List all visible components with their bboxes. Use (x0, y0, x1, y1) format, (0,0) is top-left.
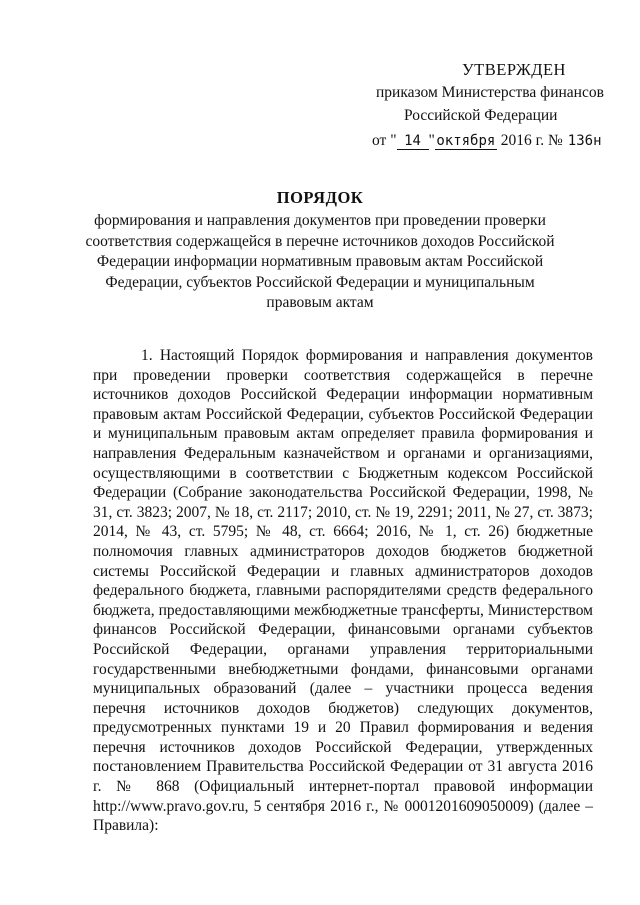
approval-date-row (372, 129, 603, 152)
order-number: 136н (567, 133, 602, 149)
date-prefix: от " (372, 132, 397, 149)
approval-block (372, 58, 612, 149)
date-year: 2016 г. № (500, 132, 563, 149)
approval-order-line: приказом Министерства финансов (376, 84, 604, 101)
paragraph-1: 1. Настоящий Порядок формирования и направления документов при проведении проверки соответствия содержащейся в перечне источников доходов Российской Федерации информации нормативным правовым актам Российской Федерации, субъектов Российской Федерации и муниципальным правовым актам определяет правила формирования и направления Федеральным казначейством и органами и организациями, осуществляющими в соответствии с Бюджетным кодексом Российской Федерации (Собрание законодательства Российской Федерации, 1998, № 31, ст. 3823; 2007, № 18, ст. 2117; 2010, ст. № 19, 2291; 2011, № 27, ст. 3873; 2014, № 43, ст. 5795; № 48, ст. 6664; 2016, № 1, ст. 26) бюджетные полномочия главных администраторов доходов бюджетов бюджетной системы Российской Федерации и главных администраторов доходов федерального бюджета, главными распорядителями средств федерального бюджета, предоставляющими межбюджетные трансферты, Министерством финансов Российской Федерации, финансовыми органами субъектов Российской Федерации, органами управления территориальными государственными внебюджетными фондами, финансовыми органами муниципальных образований (далее – участники процесса ведения перечня источников доходов бюджетов) следующих документов, предусмотренных пунктами 19 и 20 Правил формирования и ведения перечня источников доходов Российской Федерации, утвержденных постановлением Правительства Российской Федерации от 31 августа 2016 г. № 868 (Официальный интернет-портал правовой информации http://www.pravo.gov.ru, 5 сентября 2016 г., № 0001201609050009) (далее – Правила): (93, 347, 593, 835)
date-day: 14 (397, 133, 429, 150)
date-quote: " (428, 132, 435, 149)
approval-stamp: УТВЕРЖДЕН (462, 60, 566, 79)
date-month: октября (436, 133, 496, 149)
document-title: ПОРЯДОК (276, 188, 364, 207)
approval-ministry-line: Российской Федерации (404, 107, 558, 124)
document-subtitle: формирования и направления документов при проведении проверки соответствия содержащейся в перечне источников доходов Российской Федерации информации нормативным правовым актам Российской Федерации, субъектов Российской Федерации и муниципальным правовым актам (85, 212, 555, 311)
